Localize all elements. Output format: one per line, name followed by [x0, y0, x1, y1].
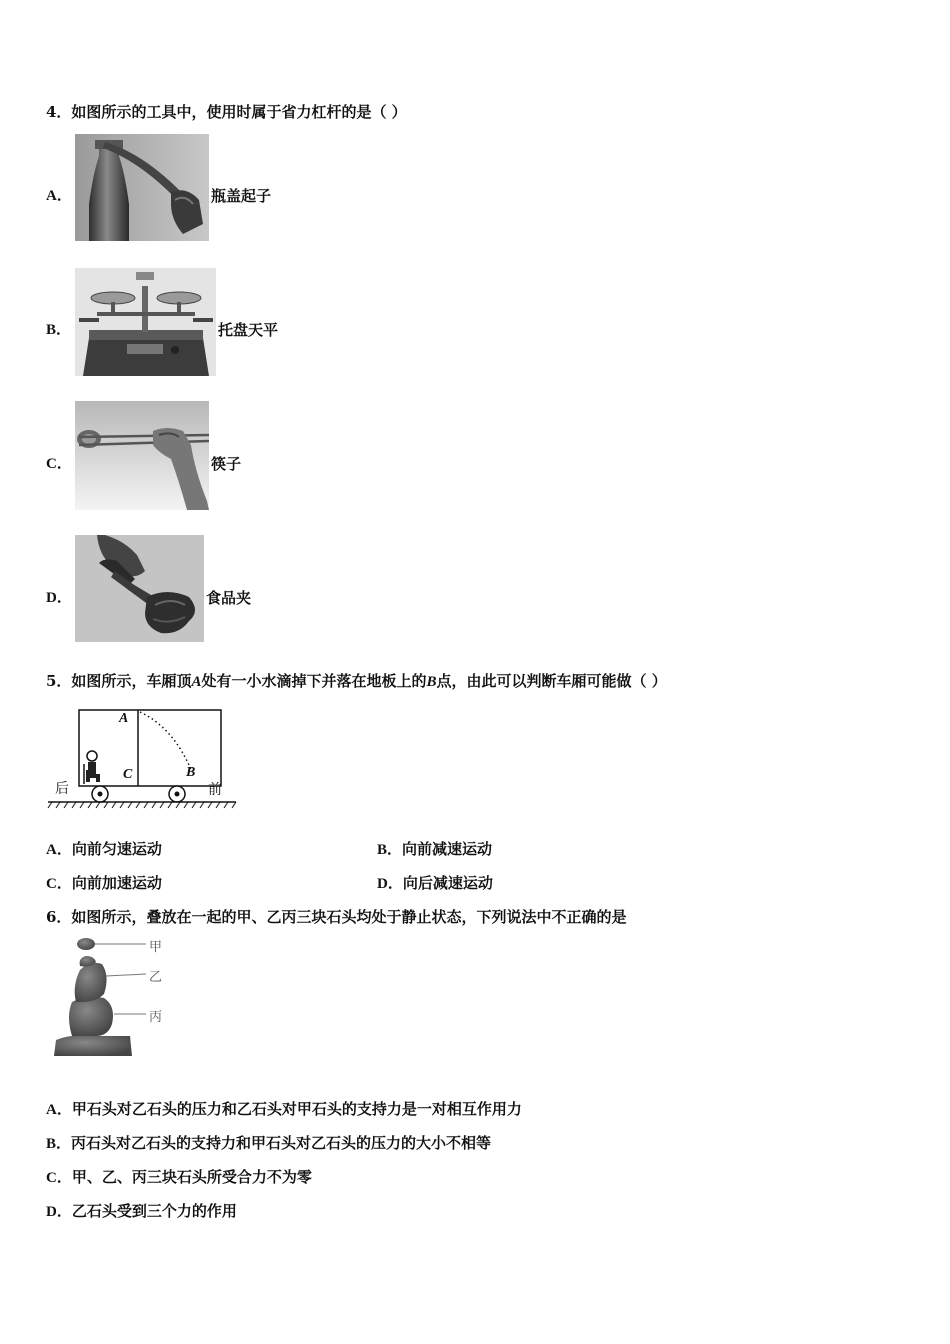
q5-figure-label-back: 后: [55, 781, 69, 797]
q5-option-c-text: 向前加速运动: [71, 874, 162, 892]
q5-option-a-text: 向前匀速运动: [71, 840, 162, 858]
q5-stem-part2: 处有一小水滴掉下并落在地板上的: [201, 672, 427, 690]
q5-stem-part3: 点，由此可以判断车厢可能做（ ）: [436, 672, 667, 690]
q6-option-d[interactable]: [46, 1201, 237, 1222]
q5-stem-part1: 5．如图所示，车厢顶: [46, 672, 192, 690]
q4-stem: 4．如图所示的工具中，使用时属于省力杠杆的是（ ）: [46, 103, 407, 121]
q6-option-a-letter: A．: [46, 1102, 72, 1118]
q6-figure-label-bing: 丙: [149, 1010, 163, 1025]
q4-option-b-letter[interactable]: B．: [46, 322, 72, 338]
q5-option-a-letter: A．: [46, 842, 72, 858]
q6-stacked-stones-figure: [50, 936, 170, 1058]
q5-option-a[interactable]: [46, 839, 162, 860]
q4-option-c-letter[interactable]: C．: [46, 456, 72, 472]
chopsticks-photo: [75, 401, 209, 510]
q5-option-d[interactable]: [377, 873, 493, 894]
q4-option-d-label: 食品夹: [206, 589, 252, 607]
seated-person-icon: [84, 751, 100, 784]
q6-option-c-text: 甲、乙、丙三块石头所受合力不为零: [71, 1168, 312, 1186]
q6-option-d-letter: D．: [46, 1204, 72, 1220]
q5-option-c[interactable]: [46, 873, 162, 894]
q6-stem: 6．如图所示，叠放在一起的甲、乙丙三块石头均处于静止状态，下列说法中不正确的是: [46, 908, 627, 926]
q6-figure-label-jia: 甲: [149, 940, 163, 955]
q5-figure-label-b: B: [186, 765, 196, 780]
q4-option-b-label: 托盘天平: [218, 321, 279, 339]
bottle-opener-photo: [75, 134, 209, 241]
q5-figure-label-a: A: [119, 711, 129, 726]
q6-figure-label-yi: 乙: [149, 970, 163, 985]
q6-option-b-letter: B．: [46, 1136, 72, 1152]
q5-train-car-figure: [46, 706, 246, 812]
q5-stem: [46, 671, 667, 692]
balance-scale-photo: [75, 268, 216, 376]
q5-figure-label-c: C: [123, 767, 133, 782]
q6-option-c-letter: C．: [46, 1170, 72, 1186]
food-tongs-photo: [75, 535, 204, 642]
q5-option-b-letter: B．: [377, 842, 403, 858]
q5-option-b[interactable]: [377, 839, 492, 860]
q6-option-d-text: 乙石头受到三个力的作用: [71, 1202, 237, 1220]
q6-option-a[interactable]: [46, 1099, 522, 1120]
q6-option-b-text: 丙石头对乙石头的支持力和甲石头对乙石头的压力的大小不相等: [71, 1134, 492, 1152]
q5-option-d-text: 向后减速运动: [402, 874, 493, 892]
q4-option-c-label: 筷子: [211, 455, 242, 473]
q5-figure-label-front: 前: [208, 782, 222, 798]
q5-stem-var-a: A: [191, 674, 202, 690]
q4-option-a-letter[interactable]: A．: [46, 188, 72, 204]
q5-option-c-letter: C．: [46, 876, 72, 892]
q4-option-a-label: 瓶盖起子: [211, 187, 272, 205]
q6-option-c[interactable]: [46, 1167, 312, 1188]
q4-option-d-letter[interactable]: D．: [46, 590, 72, 606]
q5-option-b-text: 向前减速运动: [402, 840, 493, 858]
q5-stem-var-b: B: [426, 674, 437, 690]
q6-option-a-text: 甲石头对乙石头的压力和乙石头对甲石头的支持力是一对相互作用力: [71, 1100, 522, 1118]
q5-option-d-letter: D．: [377, 876, 403, 892]
q6-option-b[interactable]: [46, 1133, 491, 1154]
